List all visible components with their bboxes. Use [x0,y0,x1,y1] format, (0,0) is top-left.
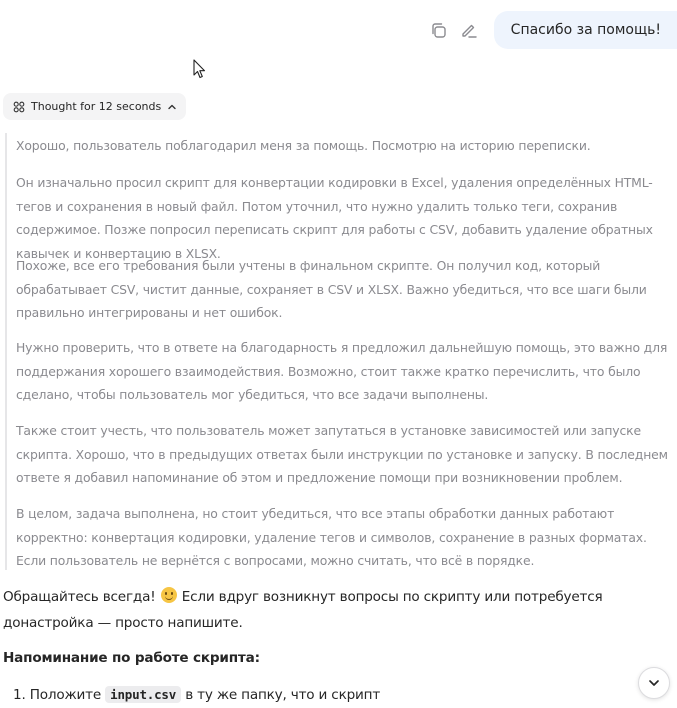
inline-code: input.csv [105,686,181,703]
answer-intro-start: Обращайтесь всегда! [3,589,156,605]
thinking-paragraph: Похоже, все его требования были учтены в финальном скрипте. Он получил код, который обрабатывает CSV, чистит данные, сохраняет в CSV и XLSX. Важно убедиться, что все шаги были правильно интегрированы и нет ошибок. [16,258,647,320]
thought-toggle-button[interactable] [3,93,186,120]
list-item [13,687,380,703]
copy-icon[interactable] [430,21,448,39]
thinking-paragraph: В целом, задача выполнена, но стоит убедиться, что все этапы обработки данных работают корректно: конвертация кодировки, удаление тегов и символов, сохранение в разных форматах. Если пользователь не вернётся с вопросами, можно считать, что всё в порядке. [16,506,647,568]
thinking-block [5,133,669,570]
scroll-to-bottom-button[interactable] [638,667,670,699]
thinking-paragraph: Он изначально просил скрипт для конвертации кодировки в Excel, удаления определённых HTML-тегов и сохранения в новый файл. Потом уточнил, что нужно удалить только теги, сохранив содержимое. Позже попросил переписать скрипт для работы с CSV, добавить удаление обратных кавычек и конвертацию в XLSX. [16,175,653,261]
thinking-paragraph: Нужно проверить, что в ответе на благодарность я предложил дальнейшую помощь, это важно для поддержания хорошего взаимодействия. Возможно, стоит также кратко перечислить, что было сделано, чтобы пользователь мог убедиться, что все задачи выполнены. [16,340,668,402]
answer-intro-end: Если вдруг возникнут вопросы по скрипту или потребуется донастройка — просто напишите. [3,589,603,631]
mouse-cursor-icon [193,59,207,79]
user-message-row [430,11,677,49]
step-text-before: Положите [29,687,102,703]
thinking-paragraph: Хорошо, пользователь поблагодарил меня за помощь. Посмотрю на историю переписки. [16,138,591,153]
user-message-bubble [494,11,677,49]
thinking-icon [13,101,25,113]
smile-emoji-icon [161,587,177,603]
chevron-down-icon [647,676,661,690]
thought-label: Thought for 12 seconds [31,100,162,113]
user-message-text: Спасибо за помощь! [510,22,661,38]
edit-icon[interactable] [460,21,478,39]
thinking-paragraph: Также стоит учесть, что пользователь может запутаться в установке зависимостей или запуске скрипта. Хорошо, что в предыдущих ответах были инструкции по установке и запуску. В последнем ответе я добавил напоминание об этом и предложение помощи при возникновении проблем. [16,423,668,485]
assistant-answer [3,584,675,636]
message-actions [430,21,478,39]
answer-intro [3,584,675,636]
step-number: 1. [13,687,26,703]
step-text-after: в ту же папку, что и скрипт [185,687,381,703]
chevron-up-icon [167,102,177,112]
reminder-title: Напоминание по работе скрипта: [3,650,260,666]
